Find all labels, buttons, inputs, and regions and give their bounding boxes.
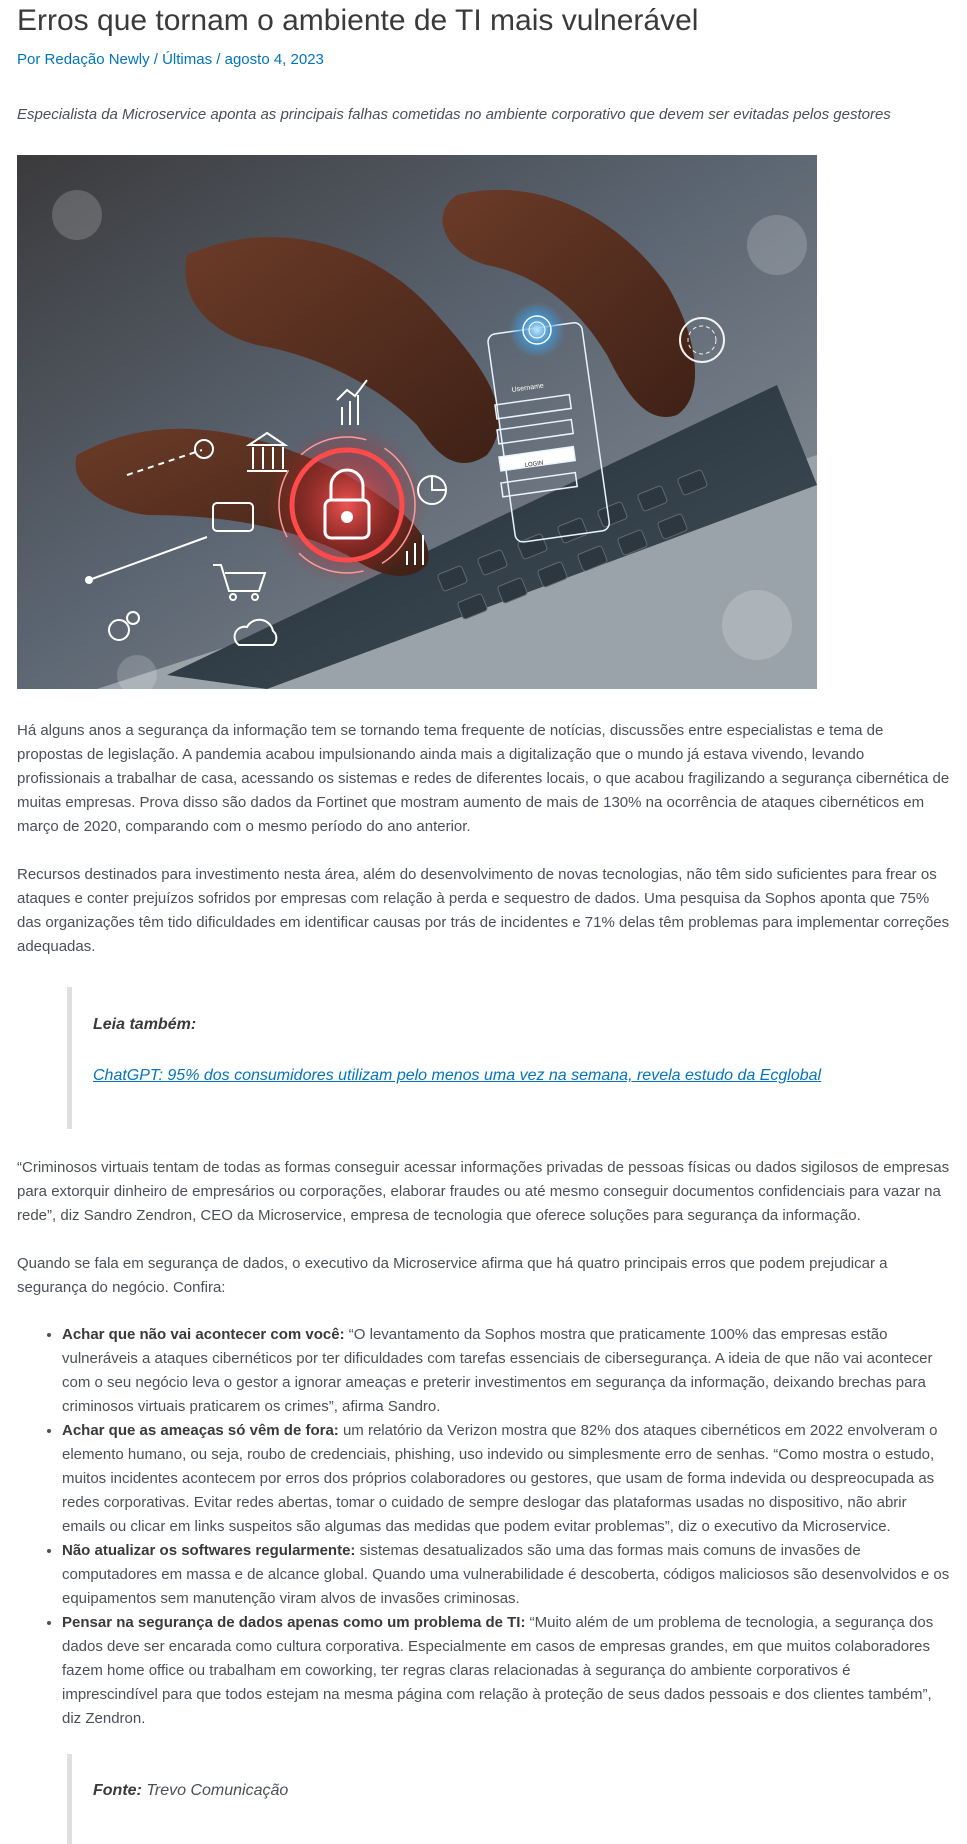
login-username-label: Username (511, 382, 545, 394)
meta-separator: / (149, 51, 163, 68)
source-label: Fonte: (93, 1782, 142, 1799)
category-link[interactable]: Últimas (162, 51, 213, 68)
list-item-text: sistemas desatualizados são uma das formas mais comuns de invasões de computadores em massa e de alcance global. Quando uma vulnerabilidade é descoberta, códigos maliciosos são desenvolvidos e os equipamentos sem manutenção viram alvos de invasões criminosas. (62, 1542, 950, 1607)
author-link[interactable]: Redação Newly (44, 51, 150, 68)
paragraph: “Criminosos virtuais tentam de todas as formas conseguir acessar informações privadas de pessoas físicas ou dados sigilosos de empresas para extorquir dinheiro de empresários ou corporações, elaborar fraudes ou até mesmo conseguir documentos confidenciais para vazar na rede”, diz Sandro Zendron, CEO da Microservice, empresa de tecnologia que oferece soluções para segurança da informação. (17, 1159, 950, 1224)
list-item-title: Não atualizar os softwares regularmente: (62, 1542, 356, 1559)
error-list (17, 1323, 950, 1731)
list-item (62, 1323, 950, 1419)
login-button-label: LOGIN (524, 460, 544, 469)
publish-date: agosto 4, 2023 (224, 51, 324, 68)
meta-separator: / (212, 51, 225, 68)
article-title: Erros que tornam o ambiente de TI mais vulnerável (17, 4, 699, 37)
list-item-title: Achar que as ameaças só vêm de fora: (62, 1422, 339, 1439)
list-item (62, 1419, 950, 1539)
paragraph: Há alguns anos a segurança da informação tem se tornando tema frequente de notícias, discussões entre especialistas e tema de propostas de legislação. A pandemia acabou impulsionando ainda mais a digitalização que o mundo já estava vivendo, levando profissionais a trabalhar de casa, acessando os sistemas e redes de diferentes locais, o que acabou fragilizando a segurança cibernética de muitas empresas. Prova disso são dados da Fortinet que mostram aumento de mais de 130% na ocorrência de ataques cibernéticos em março de 2020, comparando com o mesmo período do ano anterior. (17, 722, 950, 835)
list-item-title: Pensar na segurança de dados apenas como um problema de TI: (62, 1614, 526, 1631)
article-meta (17, 51, 950, 69)
list-item-text: “Muito além de um problema de tecnologia, a segurança dos dados deve ser encarada como cultura corporativa. Especialmente em casos de empresas grandes, em que muitos colaboradores fazem home office ou trabalham em coworking, ter regras claras relacionadas à segurança do ambiente corporativos é imprescindível para que todos estejam na mesma página com relação à proteção de seus dados pessoais e dos clientes também”, diz Zendron. (62, 1614, 934, 1727)
source-value: Trevo Comunicação (141, 1782, 289, 1799)
article (17, 0, 950, 1844)
list-item-title: Achar que não vai acontecer com você: (62, 1326, 345, 1343)
read-also-label: Leia também: (93, 1016, 197, 1033)
list-item-text: “O levantamento da Sophos mostra que praticamente 100% das empresas estão vulneráveis a ataques cibernéticos por ter dificuldades com tarefas essenciais de cibersegurança. A ideia de que não vai acontecer com o seu negócio leva o gestor a ignorar ameaças e preterir investimentos em segurança da informação, deixando brechas para criminosos virtuais praticarem os crimes”, afirma Sandro. (62, 1326, 933, 1415)
read-also-link[interactable]: ChatGPT: 95% dos consumidores utilizam pelo menos uma vez na semana, revela estudo da Ecglobal (93, 1067, 822, 1084)
list-item-text: um relatório da Verizon mostra que 82% dos ataques cibernéticos em 2022 envolveram o elemento humano, ou seja, roubo de credenciais, phishing, uso indevido ou simplesmente erro de senhas. “Como mostra o estudo, muitos incidentes acontecem por erros dos próprios colaboradores ou gestores, que usam de forma indevida ou despreocupada as redes corporativas. Evitar redes abertas, tomar o cuidado de sempre deslogar das plataformas usadas no dispositivo, não abrir emails ou clicar em links suspeitos são algumas das medidas que podem evitar problemas”, diz o executivo da Microservice. (62, 1422, 938, 1535)
list-item (62, 1611, 950, 1731)
paragraph: Recursos destinados para investimento nesta área, além do desenvolvimento de novas tecnologias, não têm sido suficientes para frear os ataques e conter prejuízos sofridos por empresas com relação à perda e sequestro de dados. Uma pesquisa da Sophos aponta que 75% das organizações têm tido dificuldades em identificar causas por trás de incidentes e 71% delas têm problemas para implementar correções adequadas. (17, 866, 950, 955)
article-lead: Especialista da Microservice aponta as principais falhas cometidas no ambiente corporativo que devem ser evitadas pelos gestores (17, 106, 891, 123)
hero-image (17, 155, 817, 689)
paragraph: Quando se fala em segurança de dados, o executivo da Microservice afirma que há quatro principais erros que podem prejudicar a segurança do negócio. Confira: (17, 1255, 888, 1296)
list-item (62, 1539, 950, 1611)
read-also-box (67, 987, 950, 1129)
meta-prefix: Por (17, 51, 45, 68)
source-box (67, 1754, 950, 1844)
